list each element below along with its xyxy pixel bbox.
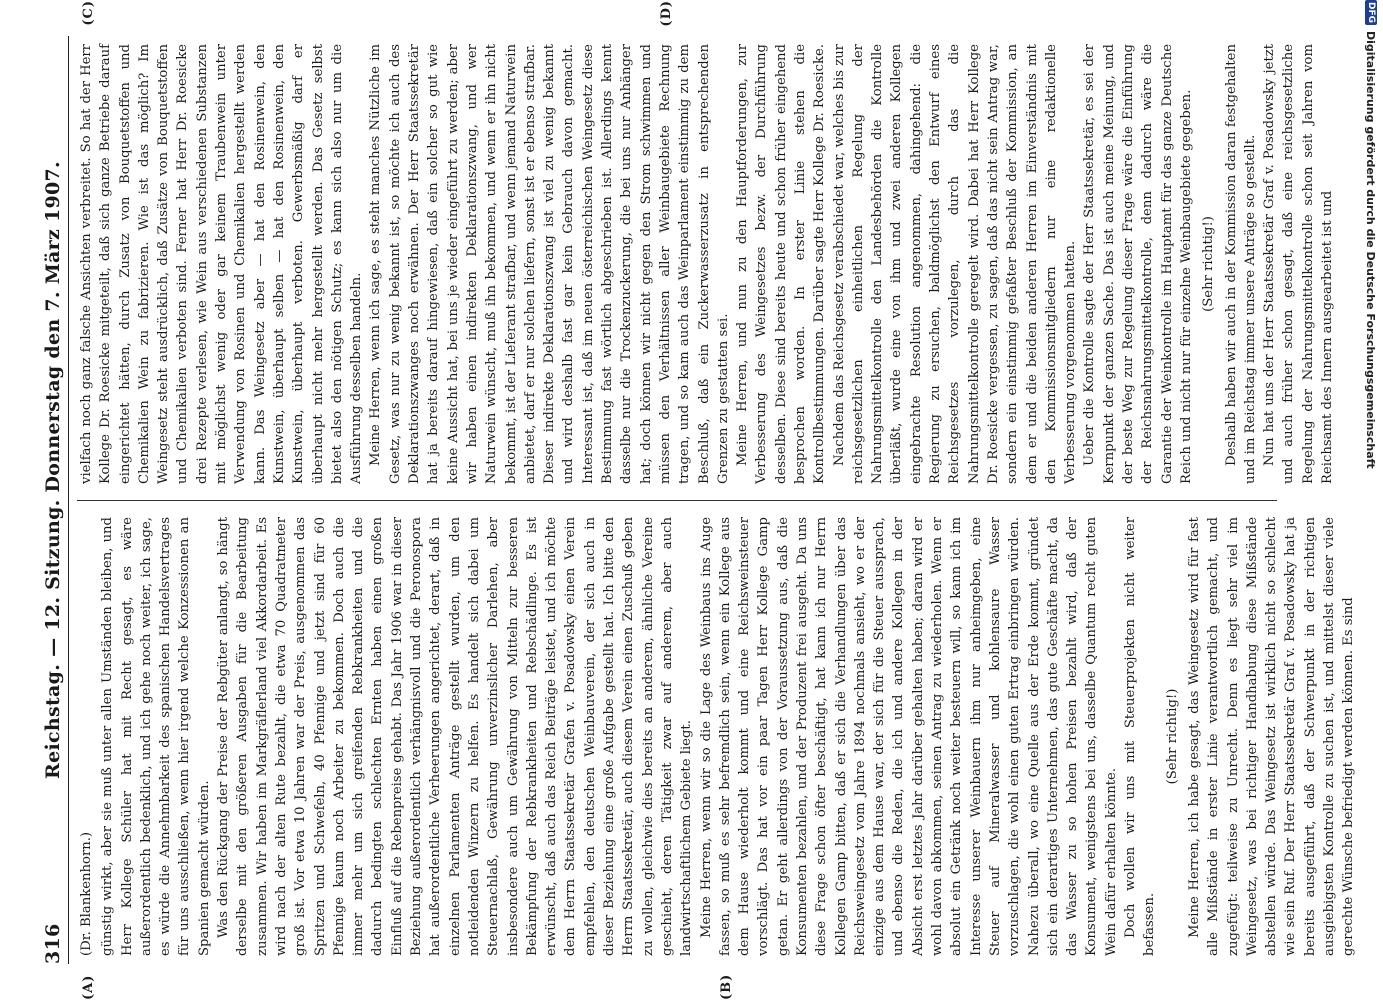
margin-marker-c: (C): [81, 0, 96, 26]
dfg-logo: DFG: [1366, 2, 1376, 24]
paragraph: Deshalb haben wir auch in der Kommission daran festgehalten und im Reichstag immer unsere Anträge so gestellt.: [1223, 44, 1258, 484]
paragraph: Nun hat uns der Herr Staatssekretär Graf v. Posadowsky jetzt und auch früher schon gesagt, daß eine reichsgesetzliche Regelung der Nahrungsmittelkontrolle schon seit Jahren vom Reichsamt des Innern ausgearbeitet ist und: [1262, 44, 1335, 484]
text-columns: [77, 0, 1357, 1000]
paragraph: günstig wirkt, aber sie muß unter allen Umständen bleiben, und Herr Kollege Schüler hat mit Recht gesagt, es wäre außerordentlich bedenklich, und ich gehe noch weiter, ich sage, es würde die Annehmbarkeit des spanischen Handelsvertrages für uns ausschließen, wenn hier irgend welche Konzessionen an Spanien gemacht würden.: [100, 517, 212, 956]
margin-marker-a: (A): [81, 974, 96, 1000]
digitization-note: Digitalisierung gefördert durch die Deutsche Forschungsgemeinschaft: [1364, 31, 1377, 469]
paragraph: Meine Herren, wenn wir so die Lage des Weinbaus ins Auge fassen, so muß es sehr befremdlich sein, wenn ein Kollege aus dem Hause wiederholt kommt und eine Reichsweinsteuer vorschlägt. Das hat vor ein paar Tagen Herr Kollege Gamp getan. Er geht allerdings von der Voraussetzung aus, daß die Konsumenten bezahlen, und der Produzent frei ausgeht. Da uns diese Frage schon öfter beschäftigt, hat kann ich nur Herrn Kollegen Gamp bitten, daß er sich die Verhandlungen über das Reichsweingesetz vom Jahre 1894 nochmals ansieht, wo er der einzige aus dem Hause war, der sich für die Steuer aussprach, und ebenso die Reden, die ich und andere Kollegen in der Absicht erst letztes Jahr darüber gehalten haben; daran wird er wohl davon abkommen, seinen Antrag zu wiederholen. Wenn er absolut ein Getränk noch weiter besteuern will, so kann ich im Interesse unserer Weinbauern ihm nur anheimgeben, eine Steuer auf Mineralwasser und kohlensaure Wasser vorzuschlagen, die wohl einen guten Ertrag einbringen würden. Nahezu überall, wo eine Quelle aus der Erde kommt, gründet sich ein derartiges Unternehmen, das gute Geschäfte macht, da das Wasser zu so hohen Preisen bezahlt wird, daß der Konsument, wenigstens bei uns, dasselbe Quantum recht guten Wein dafür erhalten könnte.: [698, 517, 1119, 956]
margin-marker-d: (D): [659, 0, 674, 27]
paragraph: Doch wollen wir uns mit Steuerprojekten nicht weiter befassen.: [1123, 517, 1158, 956]
page-number: 316: [42, 923, 64, 964]
digitization-footer: [1364, 0, 1377, 1000]
paragraph: Ueber die Kontrolle sagte der Herr Staatssekretär, es sei der Kernpunkt der ganzen Sache. Das ist auch meine Meinung, und der beste Weg zur Regelung dieser Frage wäre die Einführung der Reichsnahrungsmittelkontrolle, denn dadurch wäre die Garantie der Weinkontrolle im Hauptamt für das ganze Deutsche Reich und nicht nur für einzelne Weinbaugebiete gegeben.: [1082, 44, 1194, 484]
running-title: Reichstag. — 12. Sitzung. Donnerstag den 7. März 1907.: [42, 161, 64, 779]
left-column: [77, 500, 1357, 1000]
margin-marker-b: (B): [719, 973, 734, 1000]
paragraph: vielfach noch ganz falsche Ansichten verbreitet. So hat der Herr Kollege Dr. Roesicke mitgeteilt, daß sich ganze Betriebe darauf eingerichtet hätten, durch Zusatz von Bouquetstoffen und Chemikalien Wein zu fabrizieren. Wie ist das möglich? Im Weingesetz steht ausdrücklich, daß Zusätze von Bouquetstoffen und Chemikalien verboten sind. Ferner hat Herr Dr. Roesicke drei Rezepte verlesen, wie Wein aus verschiedenen Substanzen mit möglichst wenig oder gar keinem Traubenwein unter Verwendung von Rosinen und Chemikalien hergestellt werden kann. Das Weingesetz aber — hat den Rosinenwein, den Kunstwein, überhaupt selben — hat den Rosinenwein, den Kunstwein, überhaupt verboten. Gewerbsmäßig darf er überhaupt nicht mehr hergestellt werden. Das Gesetz selbst bietet also den nötigen Schutz; es kann sich also nur um die Ausführung desselben handeln.: [79, 44, 365, 484]
paragraph: Meine Herren, ich habe gesagt, das Weingesetz wird für fast alle Mißstände in erster Linie verantwortlich gemacht, und zugefügt: teilweise zu Unrecht. Denn es liegt sehr viel im Weingesetz, was bei richtiger Handhabung diese Mißstände abstellen würde. Das Weingesetz ist wirklich nicht so schlecht wie sein Ruf. Der Herr Staatssekretär Graf v. Posadowsky hat ja bereits ausgeführt, daß der Schwerpunkt in der richtigen ausgiebigsten Kontrolle zu suchen ist, und mittelst dieser viele gerechte Wünsche befriedigt werden können. Es sind: [1186, 517, 1357, 956]
interjection: (Sehr richtig!): [1201, 216, 1217, 312]
right-column: [77, 0, 1335, 500]
page-header: [42, 36, 69, 964]
paragraph: Meine Herren, wenn ich sage, es steht manches Nützliche im Gesetz, was nur zu wenig bekannt ist, so möchte ich auch des Deklarationszwanges noch erwähnen. Der Herr Staatssekretär hat ja bereits darauf hingewiesen, daß ein solcher so gut wie keine Aussicht hat, bei uns je wieder eingeführt zu werden; aber wir haben einen indirekten Deklarationszwang, und wer Naturwein wünscht, muß ihn bekommen, und wenn er ihn nicht bekommt, ist der Lieferant strafbar, und wenn jemand Naturwein anbietet, darf er nur solchen liefern, sonst ist er ebenso strafbar. Dieser indirekte Deklarationszwang ist viel zu wenig bekannt und wird deshalb fast gar kein Gebrauch davon gemacht. Interessant ist, daß im neuen österreichischen Weingesetz diese Bestimmung fast wörtlich abgeschrieben ist. Allerdings kennt dasselbe nur die Trockenzuckerung, die bei uns nur Anhänger hat; doch können wir nicht gegen den Strom schwimmen und müssen den Verhältnissen aller Weinbaugebiete Rechnung tragen, und so kam auch das Weinparlament einstimmig zu dem Beschluß, daß ein Zuckerwasserzusatz in entsprechenden Grenzen zu gestatten sei.: [368, 44, 731, 484]
paragraph: Was den Rückgang der Preise der Rebgüter anlangt, so hängt derselbe mit den größeren Ausgaben für die Bearbeitung zusammen. Wir haben im Markgräflerland viel Akkordarbeit. Es wird nach der alten Rute bezahlt, die etwa 70 Quadratmeter groß ist. Vor etwa 10 Jahren war der Preis, ausgenommen das Spritzen und Schwefeln, 40 Pfennige und jetzt sind für 60 Pfennige kaum noch Arbeiter zu bekommen. Doch auch die immer mehr um sich greifenden Rebkrankheiten und die dadurch bedingten schlechten Ernten haben einen großen Einfluß auf die Rebenpreise gehabt. Das Jahr 1906 war in dieser Beziehung außerordentlich verhängnisvoll und die Peronospora hat außerordentliche Verheerungen angerichtet, derart, daß in einzelnen Parlamenten Anträge gestellt wurden, um den notleidenden Winzern zu helfen. Es handelt sich dabei um Steuernachlaß, Gewährung unverzinslicher Darlehen, aber insbesondere auch um Gewährung von Mitteln zur besseren Bekämpfung der Rebkrankheiten und Rebschädlinge. Es ist erwünscht, daß auch das Reich Beiträge leistet, und ich möchte dem Herrn Staatssekretär Grafen v. Posadowsky einen Verein empfehlen, den deutschen Weinbauverein, der sich auch in dieser Beziehung eine große Aufgabe gestellt hat. Ich bitte den Herrn Staatssekretär, auch diesem Verein einen Zuschuß geben zu wollen, gleichwie dies bereits an anderem, ähnliche Vereine geschieht, deren Tätigkeit zwar auf anderem, aber auch landwirtschaftlichem Gebiete liegt.: [216, 517, 695, 956]
paragraph: Meine Herren, und nun zu den Hauptforderungen, zur Verbesserung des Weingesetzes bezw. der Durchführung desselben. Diese sind bereits heute und schon früher eingehend besprochen worden. In erster Linie stehen die Kontrollbestimmungen. Darüber sagte Herr Kollege Dr. Roesicke.: [735, 44, 828, 484]
interjection: (Sehr richtig!): [1164, 688, 1180, 785]
paragraph: Nachdem das Reichsgesetz verabschiedet war, welches bis zur reichsgesetzlichen einheitlichen Regelung der Nahrungsmittelkontrolle den Landesbehörden die Kontrolle überläßt, wurde eine von ihm und zwei anderen Kollegen eingebrachte Resolution angenommen, dahingehend: die Regierung zu ersuchen, baldmöglichst den Entwurf eines Reichsgesetzes vorzulegen, durch das die Nahrungsmittelkontrolle geregelt wird. Dabei hat Herr Kollege Dr. Roesicke vergessen, zu sagen, daß das nicht sein Antrag war, sondern ein einstimmig gefaßter Beschluß der Kommission, an dem er und die beiden anderen Herren im Einverständnis mit den Kommissionsmitgliedern nur eine redaktionelle Verbesserung vorgenommen hatten.: [831, 44, 1079, 484]
speaker-label: (Dr. Blankenhorn.): [79, 831, 94, 956]
